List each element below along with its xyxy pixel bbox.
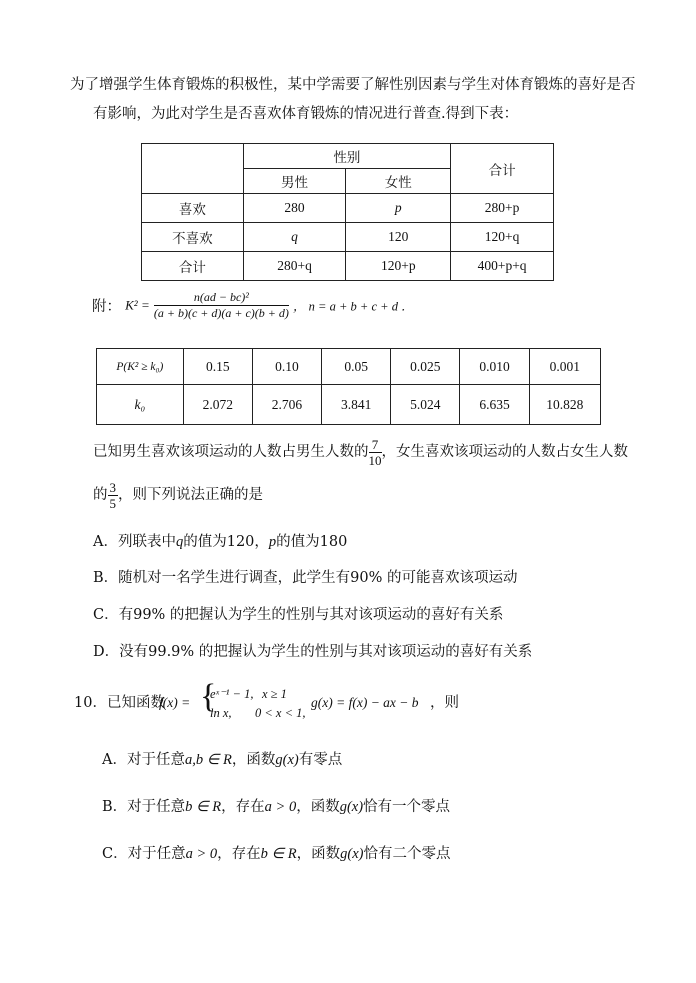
q9-text-a: 已知男生喜欢该项运动的人数占男生人数的 — [93, 444, 369, 460]
header-gender: 性别 — [243, 144, 450, 169]
option-math: g(x) — [339, 799, 364, 815]
table-row — [97, 349, 601, 385]
p-value: 0.010 — [460, 349, 529, 385]
p-label: P(K² ≥ k₀) — [97, 349, 184, 385]
k0-label: k₀ — [97, 385, 184, 425]
row-label: 合计 — [142, 252, 244, 281]
p-value: 0.025 — [391, 349, 460, 385]
cell-male: q — [243, 223, 346, 252]
option-text: 的值为180 — [276, 534, 348, 550]
header-male: 男性 — [243, 169, 346, 194]
fraction-3-5 — [108, 480, 119, 511]
q9-text-b: ，女生喜欢该项运动的人数占女生人数 — [381, 444, 628, 460]
option-text: ，函数 — [296, 799, 340, 815]
case2-cond: 0 < x < 1, — [255, 706, 306, 720]
intro-line-1: 为了增强学生体育锻炼的积极性，某中学需要了解性别因素与学生对体育锻炼的喜好是否 — [70, 77, 636, 93]
formula-denominator: (a + b)(c + d)(a + c)(b + d) — [153, 306, 289, 320]
p-value: 0.15 — [183, 349, 252, 385]
option-math: b ∈ R — [185, 799, 222, 815]
k-value: 10.828 — [529, 385, 600, 425]
var-p: p — [268, 534, 277, 550]
q9-text-d: ，则下列说法正确的是 — [118, 487, 263, 503]
formula-fraction — [154, 290, 289, 321]
q9-option-a — [93, 532, 347, 552]
cell-total: 280+p — [451, 194, 554, 223]
formula-lhs: K² = — [125, 297, 150, 313]
option-math: g(x) — [275, 752, 299, 768]
header-total: 合计 — [451, 144, 554, 194]
cell-female: 120 — [346, 223, 451, 252]
contingency-table — [141, 143, 554, 281]
table-row — [97, 385, 601, 425]
k-value: 2.072 — [183, 385, 252, 425]
p-value: 0.10 — [252, 349, 321, 385]
q10-tail: ，则 — [430, 695, 459, 711]
piecewise-brace: { — [200, 678, 217, 715]
q9-stem-line-1 — [93, 436, 628, 468]
q10-fx: f(x) = — [159, 695, 191, 710]
p-value: 0.001 — [529, 349, 600, 385]
option-text: 有零点 — [298, 752, 343, 768]
table-row — [142, 223, 554, 252]
formula-n-def: ， n = a + b + c + d ． — [293, 299, 414, 314]
k-value: 3.841 — [322, 385, 391, 425]
option-text: 恰有一个零点 — [363, 799, 451, 815]
var-q: q — [175, 534, 184, 550]
option-text: ，存在 — [221, 799, 265, 815]
option-text: C．对于任意 — [102, 846, 186, 862]
q9-option-c: C．有99% 的把握认为学生的性别与其对该项运动的喜好有关系 — [93, 607, 504, 623]
q9-stem-line-2 — [93, 479, 263, 511]
q9-option-d: D．没有99.9% 的把握认为学生的性别与其对该项运动的喜好有关系 — [93, 644, 533, 660]
option-math: b ∈ R — [260, 846, 297, 862]
option-math: a,b ∈ R — [184, 752, 232, 768]
k-value: 5.024 — [391, 385, 460, 425]
q9-text-c: 的 — [93, 487, 108, 503]
option-text: ，函数 — [231, 752, 276, 768]
table-row — [142, 194, 554, 223]
frac-numerator: 7 — [369, 437, 382, 453]
p-value: 0.05 — [322, 349, 391, 385]
q10-gx: g(x) = f(x) − ax − b — [311, 695, 419, 710]
k-value: 2.706 — [252, 385, 321, 425]
option-text: B．对于任意 — [102, 799, 186, 815]
cell-total: 120+q — [451, 223, 554, 252]
case1-cond: x ≥ 1 — [262, 687, 287, 701]
intro-line-2: 有影响，为此对学生是否喜欢体育锻炼的情况进行普查.得到下表： — [93, 106, 519, 122]
q10-number: 10．已知函数 — [74, 695, 165, 711]
table-row — [142, 252, 554, 281]
frac-denominator: 10 — [368, 452, 382, 468]
option-text: 恰有二个零点 — [363, 846, 451, 862]
corner-cell — [142, 144, 244, 194]
q10-option-b — [102, 797, 450, 817]
formula-prefix: 附： — [92, 299, 121, 315]
q10-option-c — [102, 844, 451, 864]
case2-expr: ln x, — [210, 706, 232, 720]
fraction-7-10 — [369, 437, 382, 468]
q10-option-a — [102, 750, 342, 770]
k-value: 6.635 — [460, 385, 529, 425]
row-label: 喜欢 — [142, 194, 244, 223]
case1-expr: eˣ⁻¹ − 1, — [210, 687, 254, 701]
cell-female: 120+p — [346, 252, 451, 281]
critical-value-table — [96, 348, 601, 425]
cell-total: 400+p+q — [451, 252, 554, 281]
option-math: a > 0 — [264, 799, 297, 815]
cell-male: 280+q — [243, 252, 346, 281]
formula-numerator: n(ad − bc)² — [154, 290, 289, 306]
row-label: 不喜欢 — [142, 223, 244, 252]
option-text: ，存在 — [217, 846, 261, 862]
option-text: ，函数 — [296, 846, 341, 862]
k2-formula — [92, 290, 414, 321]
frac-numerator: 3 — [109, 479, 116, 495]
option-text: A．列联表中 — [93, 534, 176, 550]
option-math: a > 0 — [185, 846, 218, 862]
frac-denominator: 5 — [109, 495, 116, 511]
option-text: A．对于任意 — [102, 752, 185, 768]
q9-option-b: B．随机对一名学生进行调查，此学生有90% 的可能喜欢该项运动 — [93, 570, 518, 586]
cell-male: 280 — [243, 194, 346, 223]
cell-female: p — [346, 194, 451, 223]
option-math: g(x) — [340, 846, 364, 862]
option-text: 的值为120， — [183, 534, 269, 550]
header-female: 女性 — [346, 169, 451, 194]
